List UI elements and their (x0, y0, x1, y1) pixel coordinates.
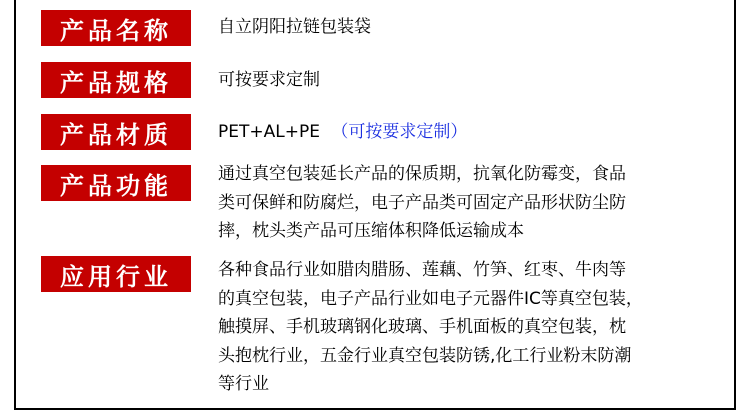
function-line: 摔，枕头类产品可压缩体积降低运输成本 (218, 221, 524, 241)
value-product-material (218, 118, 718, 147)
label-product-spec: 产品规格 (41, 62, 191, 98)
industry-line: 各种食品行业如腊肉腊肠、莲藕、竹笋、红枣、牛肉等 (218, 260, 626, 280)
function-line: 类可保鲜和防腐烂，电子产品类可固定产品形状防尘防 (218, 192, 626, 213)
label-product-function: 产品功能 (41, 165, 191, 201)
industry-line: 头抱枕行业，五金行业真空包装防锈,化工行业粉末防潮 (218, 345, 632, 366)
label-product-material: 产品材质 (41, 114, 191, 150)
industry-line: 等行业 (218, 374, 269, 394)
value-product-name: 自立阴阳拉链包装袋 (218, 17, 371, 37)
function-line: 通过真空包装延长产品的保质期，抗氧化防霉变，食品 (218, 164, 626, 184)
value-product-spec: 可按要求定制 (218, 70, 320, 90)
value-application-industry (218, 256, 718, 399)
material-value: PET+AL+PE (218, 122, 320, 142)
value-product-function (218, 160, 718, 246)
industry-line: 的真空包装，电子产品行业如电子元器件IC等真空包装， (218, 288, 643, 309)
industry-line: 触摸屏、手机玻璃钢化玻璃、手机面板的真空包装，枕 (218, 317, 626, 337)
label-product-name: 产品名称 (41, 10, 191, 46)
material-note: （可按要求定制） (331, 122, 468, 142)
label-application-industry: 应用行业 (41, 256, 191, 292)
